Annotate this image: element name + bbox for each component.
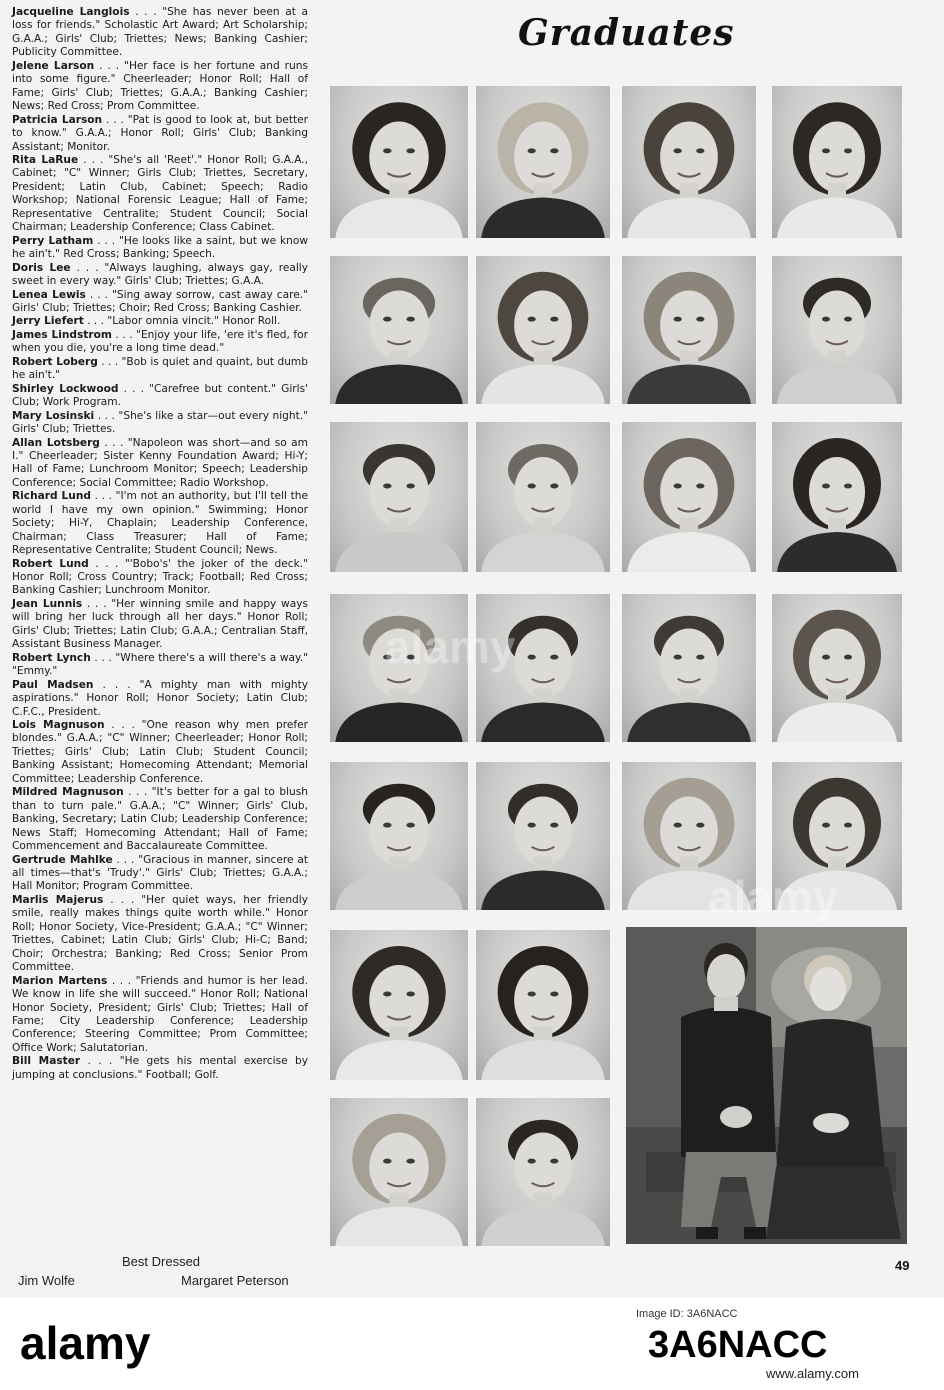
biography-entry	[12, 894, 308, 975]
student-name: James Lindstrom	[12, 328, 112, 341]
student-name: Mildred Magnuson	[12, 786, 124, 799]
student-name: Marion Martens	[12, 974, 108, 987]
student-activities: . . . "'Bobo's' the joker of the deck." Honor Roll; Cross Country; Track; Football; Red Cross; Banking Cashier; Lunchroom Monitor.	[12, 557, 308, 597]
student-name: Gertrude Mahlke	[12, 853, 113, 866]
biography-entry	[12, 262, 308, 289]
graduate-portrait	[622, 594, 756, 742]
student-activities: . . . "Bob is quiet and quaint, but dumb he ain't."	[12, 355, 308, 382]
biography-entry	[12, 356, 308, 383]
graduate-portrait	[330, 762, 468, 910]
image-id-label: Image ID: 3A6NACC	[636, 1308, 738, 1320]
caption-heading: Best Dressed	[122, 1254, 201, 1269]
student-activities: . . . "It's better for a gal to blush than to turn pale." G.A.A.; "C" Winner; Girls' Club, Banking, Secretary; Latin Club; Leadership Conference; News Staff; Homecoming Attendant; Hall of Fame; Commencement and Baccalaureate Committee.	[12, 786, 308, 853]
graduate-portrait	[772, 594, 902, 742]
student-name: Allan Lotsberg	[12, 436, 100, 449]
biography-entry	[12, 854, 308, 894]
student-activities: . . . "Carefree but content." Girls' Club; Work Program.	[12, 382, 308, 409]
graduate-portrait	[772, 422, 902, 572]
caption-right-name: Margaret Peterson	[181, 1273, 289, 1288]
caption-left-name: Jim Wolfe	[18, 1273, 75, 1288]
image-id: 3A6NACC	[648, 1324, 828, 1366]
student-activities: . . . "She's like a star—out every night." Girls' Club; Triettes.	[12, 409, 308, 436]
biography-entry	[12, 289, 308, 316]
student-name: Rita LaRue	[12, 153, 79, 166]
graduate-portrait	[622, 422, 756, 572]
student-activities: . . . "Napoleon was short—and so am I." Cheerleader; Sister Kenny Foundation Award; Hi-Y; Hall of Fame; Lunchroom Monitor; Speech; Leadership Conference; Social Committee; Radio Workshop.	[12, 436, 308, 489]
graduate-portrait	[330, 1098, 468, 1246]
biography-entry	[12, 1055, 308, 1082]
student-name: Robert Lynch	[12, 651, 91, 664]
student-activities: . . . "I'm not an authority, but I'll tell the world I have my own opinion." Swimming; Honor Society; Hi-Y, Chaplain; Leadership Conference, Chairman; Class Treasurer; Hall of Fame; Representative Centralite; Student Council; News.	[12, 490, 308, 557]
graduate-portrait	[772, 256, 902, 404]
student-activities: . . . "She's all 'Reet'." Honor Roll; G.A.A., Cabinet; "C" Winner; Girls Club; Triettes, Secretary, President; Latin Club, Cabinet; Speech; Radio Workshop; National Forensic League; Hall of Fame; Representative Centralite; Student Council; Social Chairman; Leadership Conference; Class Cabinet.	[12, 153, 308, 234]
biography-entry	[12, 598, 308, 652]
graduate-portrait	[330, 930, 468, 1080]
student-name: Perry Latham	[12, 234, 94, 247]
brand-logo: alamy	[20, 1317, 151, 1369]
student-name: Jacqueline Langlois	[12, 6, 130, 18]
site-url: www.alamy.com	[766, 1366, 859, 1381]
student-activities: . . . "Her face is her fortune and runs into some figure." Cheerleader; Honor Roll; Hall of Fame; Girls' Club; Triettes; G.A.A.; Banking Cashier; News; Red Cross; Prom Committee.	[12, 59, 308, 113]
graduate-portrait	[330, 86, 468, 238]
student-activities: . . . "Gracious in manner, sincere at all times—that's 'Trudy'." Girls' Club; Triettes; G.A.A.; Hall Monitor; Program Committee.	[12, 853, 309, 893]
biography-entry	[12, 235, 308, 262]
graduate-portrait	[476, 930, 610, 1080]
student-activities: . . . "Her winning smile and happy ways will bring her luck through all her days." Honor Roll; Girls' Club; Triettes; Latin Club; G.A.A.; Centralian Staff, Assistant Business Manager.	[12, 597, 308, 651]
student-activities: . . . "A mighty man with mighty aspirations." Honor Roll; Honor Society; Latin Club; C.F.C., President.	[12, 678, 309, 718]
biography-entry	[12, 558, 308, 598]
student-name: Robert Lund	[12, 557, 89, 570]
student-activities: . . . "Sing away sorrow, cast away care." Girls' Club; Triettes; Choir; Red Cross; Banking Cashier.	[12, 288, 308, 314]
page-title: Graduates	[518, 12, 735, 54]
student-name: Patricia Larson	[12, 113, 103, 126]
student-name: Jelene Larson	[12, 59, 95, 72]
graduate-portrait	[476, 86, 610, 238]
student-name: Shirley Lockwood	[12, 382, 119, 395]
biography-entry	[12, 410, 308, 437]
student-name: Bill Master	[12, 1055, 81, 1068]
student-name: Jean Lunnis	[12, 597, 83, 610]
biography-entry	[12, 679, 308, 719]
watermark: alamy	[708, 871, 839, 923]
graduate-portrait	[622, 256, 756, 404]
page-number: 49	[895, 1258, 910, 1273]
biography-entry	[12, 383, 308, 410]
biography-column	[12, 6, 308, 1082]
student-activities: . . . "Her quiet ways, her friendly smile, really makes things quite worth while." Honor Roll; Honor Society, Vice-President; G.A.A.; "C" Winner; Triettes, Cabinet; Latin Club; Girls' Club; Hi-C; Band; Choir; Orchestra; Banking; Red Cross; Senior Prom Committee.	[12, 893, 308, 974]
graduate-portrait	[330, 256, 468, 404]
student-name: Robert Loberg	[12, 355, 98, 368]
graduate-portrait	[476, 422, 610, 572]
student-name: Jerry Liefert	[12, 315, 84, 328]
biography-entry	[12, 60, 308, 114]
student-name: Paul Madsen	[12, 678, 94, 691]
graduate-portrait	[476, 762, 610, 910]
biography-entry	[12, 975, 308, 1056]
graduate-portrait	[772, 86, 902, 238]
student-activities: . . . "She has never been at a loss for friends." Scholastic Art Award; Art Scholarship; G.A.A.; Girls' Club; Triettes; News; Banking Cashier; Publicity Committee.	[12, 6, 308, 59]
student-activities: . . . "He looks like a saint, but we know he ain't." Red Cross; Banking; Speech.	[12, 234, 308, 261]
student-name: Marlis Majerus	[12, 893, 104, 906]
student-activities: . . . "Where there's a will there's a way." "Emmy."	[12, 651, 309, 678]
biography-entry	[12, 315, 308, 328]
student-name: Richard Lund	[12, 490, 91, 503]
student-activities: . . . "Friends and humor is her lead. We know in life she will succeed." Honor Roll; National Honor Society, President; Girls' Club; Triettes; Hall of Fame; City Leadership Conference; Leadership Conference; Steering Committee; Prom Committee; Office Work; Salutatorian.	[12, 974, 308, 1054]
student-name: Doris Lee	[12, 261, 71, 274]
graduate-portrait	[476, 1098, 610, 1246]
graduate-portrait	[622, 762, 756, 910]
biography-entry	[12, 786, 308, 853]
graduate-portrait	[622, 86, 756, 238]
biography-entry	[12, 329, 308, 356]
biography-entry	[12, 652, 308, 679]
student-activities: . . . "Labor omnia vincit." Honor Roll.	[83, 315, 281, 328]
graduate-portrait	[476, 594, 610, 742]
student-activities: . . . "One reason why men prefer blondes." G.A.A.; "C" Winner; Cheerleader; Honor Roll; Triettes; Girls' Club; Latin Club; Student Council; Banking Assistant; Homecoming Attendant; Memorial Committee; Leadership Conference.	[12, 719, 309, 785]
student-name: Mary Losinski	[12, 409, 95, 422]
biography-entry	[12, 154, 308, 235]
graduate-portrait	[330, 594, 468, 742]
best-dressed-photo	[626, 927, 907, 1244]
biography-entry	[12, 437, 308, 491]
graduate-portrait	[772, 762, 902, 910]
student-activities: . . . "Enjoy your life, 'ere it's fled, for when you die, you're a long time dead."	[12, 328, 308, 355]
graduate-portrait	[330, 422, 468, 572]
student-name: Lois Magnuson	[12, 719, 105, 732]
biography-entry	[12, 114, 308, 154]
biography-entry	[12, 490, 308, 557]
biography-entry	[12, 6, 308, 60]
student-activities: . . . "Always laughing, always gay, really sweet in every way." Girls' Club; Triettes; G.A.A.	[12, 261, 308, 288]
stock-footer	[0, 1298, 944, 1390]
student-activities: . . . "Pat is good to look at, but better to know." G.A.A.; Honor Roll; Girls' Club; Banking Assistant; Monitor.	[12, 113, 309, 153]
student-activities: . . . "He gets his mental exercise by jumping at conclusions." Football; Golf.	[12, 1055, 308, 1081]
graduate-portrait	[476, 256, 610, 404]
biography-entry	[12, 719, 308, 786]
watermark: alamy	[385, 621, 516, 673]
student-name: Lenea Lewis	[12, 288, 86, 301]
